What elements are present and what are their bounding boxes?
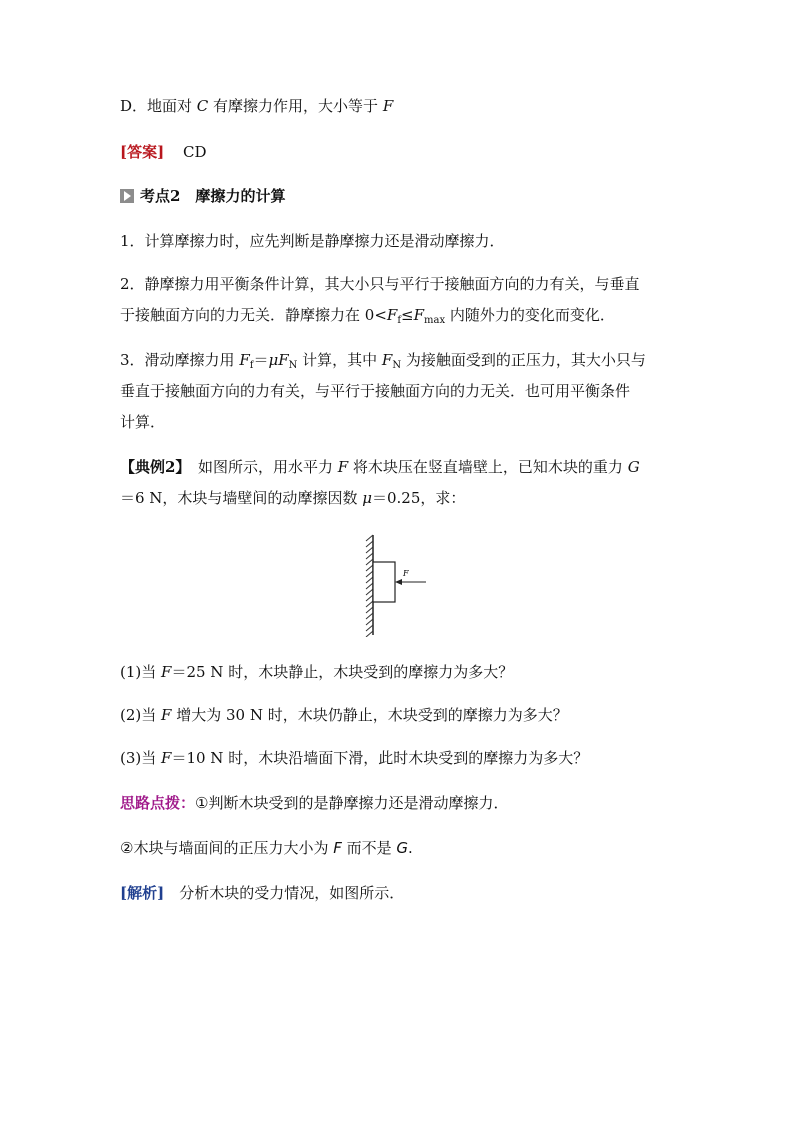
- var-g: G: [627, 458, 640, 476]
- answer-tag: [答案]: [120, 143, 165, 161]
- text: ②木块与墙面间的正压力大小为: [120, 839, 334, 857]
- hint-line-2: [120, 838, 413, 858]
- var-f: F: [161, 749, 172, 767]
- text: 而不是: [341, 839, 397, 857]
- text: 如图所示，用水平力: [182, 458, 338, 476]
- text: 将木块压在竖直墙壁上，已知木块的重力: [348, 458, 628, 476]
- subscript: N: [288, 360, 298, 371]
- paragraph-2-line-1: 2．静摩擦力用平衡条件计算，其大小只与平行于接触面方向的力有关，与垂直: [120, 275, 640, 293]
- var-g: G: [396, 839, 409, 857]
- text: (1)当: [120, 663, 162, 681]
- question-1: [120, 662, 513, 682]
- var-c: C: [196, 97, 209, 115]
- wall-hatching: [366, 535, 373, 637]
- example-line-1: [120, 457, 640, 477]
- text: 3．滑动摩擦力用: [120, 351, 240, 369]
- var-f: F: [161, 706, 172, 724]
- hint-line: [120, 793, 508, 813]
- symbol: ＝: [253, 351, 269, 369]
- var-f: F: [413, 306, 425, 324]
- answer-text: CD: [182, 143, 207, 161]
- question-2: [120, 705, 568, 725]
- section-label: 考点2 摩擦力的计算: [140, 187, 286, 205]
- play-triangle-icon: [120, 189, 134, 203]
- text: ＝25 N 时，木块静止，木块受到的摩擦力为多大？: [171, 663, 514, 681]
- symbol: ≤: [401, 306, 414, 324]
- force-arrow-head: [395, 579, 402, 585]
- hint-tag: 思路点拨：: [120, 794, 196, 812]
- option-d-text: 有摩擦力作用，大小等于: [208, 97, 383, 115]
- example-tag: 【典例2】: [120, 458, 183, 476]
- text: ＝10 N 时，木块沿墙面下滑，此时木块受到的摩擦力为多大？: [171, 749, 589, 767]
- analysis-text: 分析木块的受力情况，如图所示．: [164, 884, 405, 902]
- var-f: F: [386, 306, 398, 324]
- var-mu-f: μF: [268, 351, 289, 369]
- text: ＝6 N，木块与墙壁间的动摩擦因数: [120, 489, 363, 507]
- text: ＝0.25，求：: [371, 489, 466, 507]
- paragraph-2-line-2: [120, 305, 615, 325]
- option-d-text: D．地面对: [120, 97, 197, 115]
- text: 于接触面方向的力无关．静摩擦力在 0<: [120, 306, 387, 324]
- subscript: f: [249, 360, 254, 371]
- paragraph-1: 1．计算摩擦力时，应先判断是静摩擦力还是滑动摩擦力．: [120, 232, 505, 250]
- var-f: F: [161, 663, 172, 681]
- text: 内随外力的变化而变化．: [445, 306, 615, 324]
- question-3: [120, 748, 588, 768]
- text: (2)当: [120, 706, 162, 724]
- text: .: [408, 839, 413, 857]
- analysis-line: [120, 883, 404, 903]
- wall-block-diagram: [362, 533, 432, 637]
- var-f: F: [381, 351, 393, 369]
- var-f: F: [382, 97, 394, 115]
- var-f: F: [333, 839, 342, 857]
- var-f: F: [239, 351, 250, 369]
- var-f: F: [337, 458, 349, 476]
- subscript: N: [392, 360, 402, 371]
- option-d: [120, 96, 393, 116]
- force-label: F: [403, 569, 409, 578]
- section-heading: [120, 186, 285, 206]
- paragraph-3-line-1: [120, 350, 646, 370]
- paragraph-3-line-3: 计算．: [120, 413, 166, 431]
- wooden-block: [373, 562, 395, 602]
- var-mu: μ: [362, 489, 372, 507]
- example-line-2: [120, 488, 465, 508]
- text: (3)当: [120, 749, 162, 767]
- text: 增大为 30 N 时，木块仍静止，木块受到的摩擦力为多大？: [171, 706, 568, 724]
- paragraph-3-line-2: 垂直于接触面方向的力有关，与平行于接触面方向的力无关．也可用平衡条件: [120, 382, 631, 400]
- subscript: max: [424, 315, 446, 326]
- subscript: f: [397, 315, 402, 326]
- answer-line: [120, 142, 207, 162]
- hint-text: ①判断木块受到的是静摩擦力还是滑动摩擦力．: [195, 794, 509, 812]
- analysis-tag: [解析]: [120, 884, 165, 902]
- text: 计算，其中: [297, 351, 382, 369]
- text: 为接触面受到的正压力，其大小只与: [401, 351, 646, 369]
